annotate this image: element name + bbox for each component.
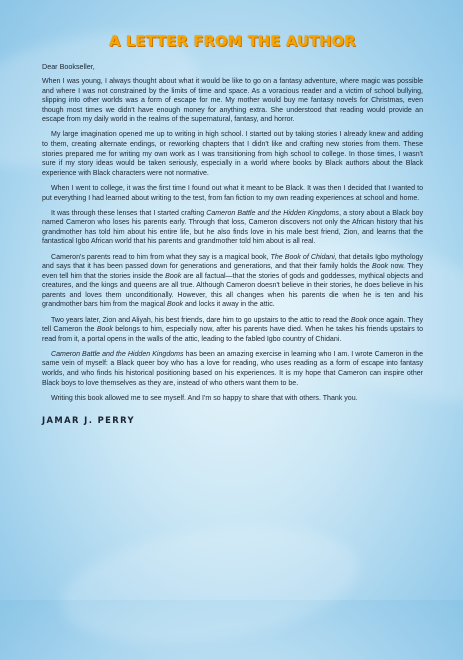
letter-paragraph (42, 130, 423, 178)
italic-title-run: Book (96, 326, 113, 334)
background-wave (54, 510, 366, 660)
italic-title-run: Cameron Battle and the Hidden Kingdoms (51, 350, 184, 358)
text-run: Cameron's parents read to him from what they say is a magical book, (51, 253, 271, 261)
text-run: belongs to him, especially now, after his parents have died. When he takes his friends upstairs to read from it, a portal opens in the walls of the attic, leading to the fabled Igbo country of Chidani. (42, 326, 423, 343)
italic-title-run: Book (166, 301, 184, 309)
letter-paragraph (42, 253, 423, 311)
text-run: Two years later, Zion and Aliyah, his best friends, dare him to go upstairs to the attic to read the (51, 316, 351, 324)
page-title: A LETTER FROM THE AUTHOR (109, 34, 356, 50)
letter-paragraph (42, 77, 423, 125)
text-run: When I went to college, it was the first time I found out what it meant to be Black. It was then I decided that I wanted to put everything I had learned about writing to the test, from fan fiction to my own reading experiences at school and home. (42, 184, 423, 202)
text-run: , a story about a Black boy named Cameron who loses his parents early. Through that loss, Cameron discovers not only the African history that his grandmother has told him about his entire life, but he also finds love in his male best friend, Zion, and learns that the fantastical Igbo African world that his parents and grandmother told him about is all real. (42, 209, 423, 246)
salutation: Dear Bookseller, (42, 62, 95, 71)
text-run: It was through these lenses that I started crafting (51, 209, 207, 217)
italic-title-run: The Book of Chidani (270, 253, 335, 261)
text-run: When I was young, I always thought about what it would be like to go on a fantasy adventure, where magic was possible and where I was not constrained by the limits of time and space. As a voracious reader and a victim of school bullying, slipping into other worlds was a form of escape for me. My mother would buy me fantasy novels for Christmas, even though most times we didn't have enough money for anything extra. She understood that reading would provide an escape from my daily world in the realms of the supernatural, fantasy, and horror. (42, 78, 423, 124)
letter-paragraph (42, 350, 423, 388)
letter-paragraph (42, 394, 423, 404)
text-run: , that details Igbo mythology and says that it has been passed down for generations and generations, and that their family holds the (42, 253, 424, 271)
text-run: has been an amazing exercise in learning who I am. I wrote Cameron in the same vein of myself: a Black queer boy who has a love for reading, who uses reading as a form of escape into fantasy worlds, and who finds his historical positioning based on his experiences. It is my hope that Cameron can inspire other Black boys to love themselves as they are, instead of who others want them to be. (42, 350, 424, 387)
letter-paragraph (42, 184, 423, 203)
italic-title-run: Book (165, 272, 182, 280)
text-run: now. They even tell him that the stories inside the (42, 263, 424, 280)
author-signature: JAMAR J. PERRY (42, 415, 135, 426)
text-run: are all factual—that the stories of gods and goddesses, mythical objects and creatures, and the kings and queens are all true. Although Cameron doesn't believe in their stories, he does believe in his parents and loves them unconditionally. However, this all changes when his parents die when he is ten and his grandmother bars him from the magical (42, 272, 423, 309)
text-run: once again. They tell Cameron the (42, 316, 423, 334)
letter (42, 34, 423, 425)
text-run: My large imagination opened me up to writing in high school. I started out by taking stories I already knew and adding to them, creating alternate endings, or reworking chapters that I didn't like and crafting new stories from them. These stories prepared me for writing my own work as I was transitioning from high school to college. In those times, I wasn't sure if my story ideas would be taken seriously, especially in a world where books by Black authors about the Black experience with Black characters were not normative. (42, 131, 423, 177)
letter-paragraph (42, 209, 423, 247)
text-run: Writing this book allowed me to see myself. And I'm so happy to share that with others. Thank you. (51, 394, 358, 402)
letter-body (42, 77, 423, 403)
text-run: and locks it away in the attic. (183, 301, 275, 309)
italic-title-run: Book (372, 263, 389, 271)
letter-paragraph (42, 316, 423, 345)
italic-title-run: Book (350, 316, 367, 324)
italic-title-run: Cameron Battle and the Hidden Kingdoms (206, 209, 340, 217)
